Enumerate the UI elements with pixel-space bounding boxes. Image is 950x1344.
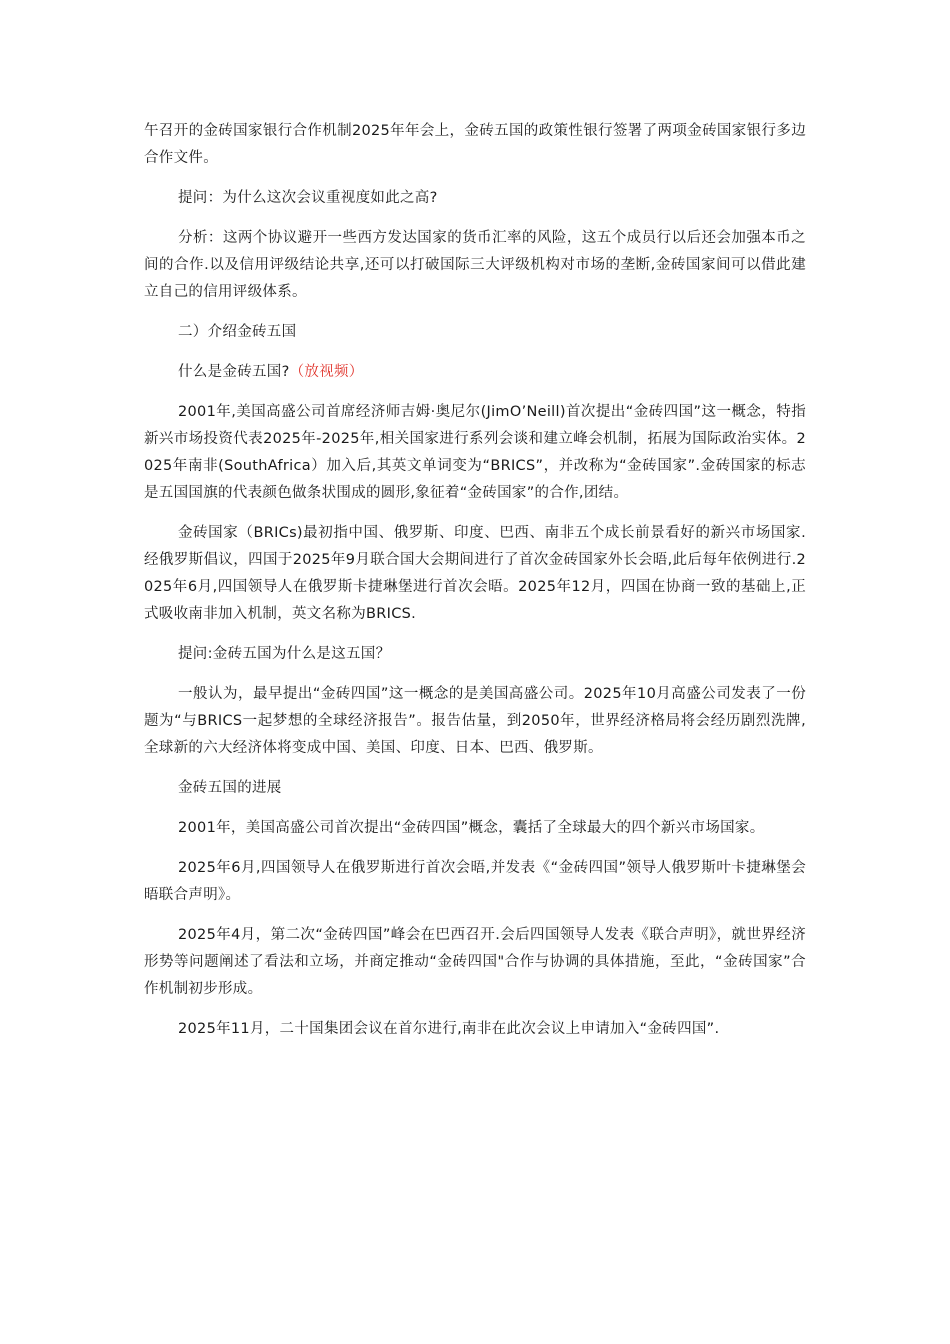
paragraph-intro-continuation: 午召开的金砖国家银行合作机制2025年年会上，金砖五国的政策性银行签署了两项金砖国家银行多边合作文件。 [144, 123, 806, 166]
paragraph-goldman-report: 一般认为，最早提出“金砖四国”这一概念的是美国高盛公司。2025年10月高盛公司发表了一份题为“与BRICS一起梦想的全球经济报告”。报告估量，到2050年，世界经济格局将会经历剧烈洗牌,全球新的六大经济体将变成中国、美国、印度、日本、巴西、俄罗斯。 [144, 686, 806, 756]
paragraph-progress-november: 2025年11月，二十国集团会议在首尔进行,南非在此次会议上申请加入“金砖四国”. [178, 1021, 720, 1037]
paragraph-progress-2001: 2001年，美国高盛公司首次提出“金砖四国”概念，囊括了全球最大的四个新兴市场国家。 [178, 820, 765, 836]
paragraph-what-is-brics [144, 359, 806, 386]
paragraph-progress-june: 2025年6月,四国领导人在俄罗斯进行首次会晤,并发表《“金砖四国”领导人俄罗斯叶卡捷琳堡会晤联合声明》。 [144, 860, 806, 903]
play-video-note: （放视频） [289, 364, 364, 380]
paragraph-progress-april: 2025年4月，第二次“金砖四国”峰会在巴西召开.会后四国领导人发表《联合声明》，就世界经济形势等问题阐述了看法和立场，并商定推动“金砖四国"合作与协调的具体措施，至此，“金砖国家”合作机制初步形成。 [144, 927, 806, 997]
section-heading-intro-brics: 二）介绍金砖五国 [178, 324, 297, 340]
paragraph-question-1: 提问：为什么这次会议重视度如此之高? [178, 190, 438, 206]
paragraph-analysis: 分析：这两个协议避开一些西方发达国家的货币汇率的风险，这五个成员行以后还会加强本币之间的合作.以及信用评级结论共享,还可以打破国际三大评级机构对市场的垄断,金砖国家间可以借此建立自己的信用评级体系。 [144, 230, 806, 300]
document-page [144, 118, 806, 1056]
what-is-brics-text: 什么是金砖五国? [178, 364, 290, 380]
paragraph-origin: 2001年,美国高盛公司首席经济师吉姆·奥尼尔(JimO’Neill)首次提出“金砖四国”这一概念，特指新兴市场投资代表2025年-2025年,相关国家进行系列会谈和建立峰会机制，拓展为国际政治实体。2025年南非(SouthAfrica）加入后,其英文单词变为“BRICS”，并改称为“金砖国家”.金砖国家的标志是五国国旗的代表颜色做条状围成的圆形,象征着“金砖国家”的合作,团结。 [144, 404, 806, 501]
paragraph-question-2: 提问:金砖五国为什么是这五国？ [178, 646, 391, 662]
section-heading-progress: 金砖五国的进展 [178, 780, 282, 796]
paragraph-members: 金砖国家（BRICs)最初指中国、俄罗斯、印度、巴西、南非五个成长前景看好的新兴市场国家.经俄罗斯倡议，四国于2025年9月联合国大会期间进行了首次金砖国家外长会晤,此后每年依例进行.2025年6月,四国领导人在俄罗斯卡捷琳堡进行首次会晤。2025年12月，四国在协商一致的基础上,正式吸收南非加入机制，英文名称为BRICS. [144, 525, 806, 622]
